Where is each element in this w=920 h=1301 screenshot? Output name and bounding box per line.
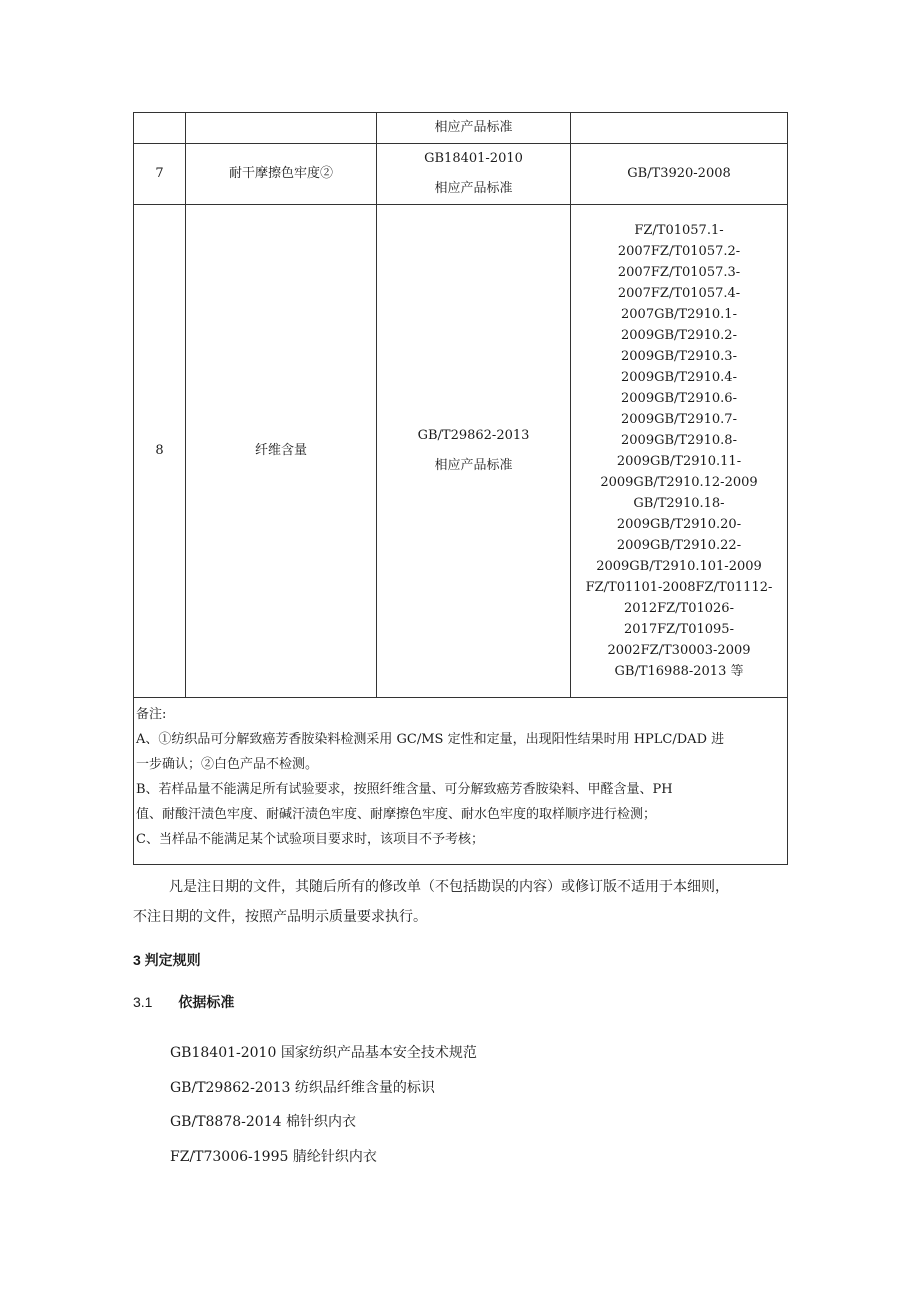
method-line: 2009GB/T2910.12-2009 <box>600 475 758 490</box>
row-number-cell <box>134 113 186 144</box>
note-line: 备注: <box>136 707 167 722</box>
method-line: 2009GB/T2910.22- <box>616 538 742 553</box>
method-line: 2007GB/T2910.1- <box>621 307 737 322</box>
standard-cell <box>377 144 571 205</box>
standards-table <box>133 112 788 865</box>
standard-line: 相应产品标准 <box>434 458 513 473</box>
method-line: 2009GB/T2910.11- <box>616 454 742 469</box>
method-line: 2009GB/T2910.20- <box>616 517 742 532</box>
paragraph-line: 不注日期的文件，按照产品明示质量要求执行。 <box>133 909 427 925</box>
reference-list <box>170 1038 477 1176</box>
method-cell <box>571 113 788 144</box>
section-heading <box>133 950 201 970</box>
subsection-title: 依据标准 <box>178 994 235 1010</box>
test-item-cell <box>186 113 377 144</box>
standard-line: 相应产品标准 <box>434 181 513 196</box>
method-line: 2007FZ/T01057.2- <box>617 244 741 259</box>
method-line: 2009GB/T2910.2- <box>621 328 737 343</box>
method-line: 2009GB/T2910.6- <box>621 391 737 406</box>
method-line: GB/T2910.18- <box>633 496 725 511</box>
subsection-number: 3.1 <box>133 994 153 1010</box>
note-line: A、①纺织品可分解致癌芳香胺染料检测采用 GC/MS 定性和定量，出现阳性结果时用 HPLC/DAD 进 <box>136 732 725 747</box>
row-number-cell: 7 <box>134 144 186 205</box>
test-item-cell: 耐干摩擦色牢度② <box>186 144 377 205</box>
method-line: 2009GB/T2910.3- <box>621 349 737 364</box>
standard-cell <box>377 205 571 698</box>
note-line: B、若样品量不能满足所有试验要求，按照纤维含量、可分解致癌芳香胺染料、甲醛含量、PH <box>136 782 673 797</box>
notes-row <box>134 698 788 865</box>
list-item: GB/T29862-2013 纺织品纤维含量的标识 <box>170 1079 435 1096</box>
method-line: 2009GB/T2910.7- <box>621 412 737 427</box>
method-line: 2009GB/T2910.101-2009 <box>596 559 762 574</box>
note-line: 一步确认；②白色产品不检测。 <box>136 757 319 772</box>
method-line: 2009GB/T2910.8- <box>621 433 737 448</box>
method-line: GB/T16988-2013 等 <box>614 664 744 679</box>
method-line: 2012FZ/T01026- <box>624 601 734 616</box>
method-line: 2002FZ/T30003-2009 <box>607 643 751 658</box>
method-line: FZ/T01101-2008FZ/T01112- <box>585 580 773 595</box>
standard-line: GB18401-2010 <box>424 151 523 166</box>
method-line: 2007FZ/T01057.4- <box>617 286 741 301</box>
notes-cell <box>134 698 788 865</box>
method-cell: GB/T3920-2008 <box>571 144 788 205</box>
note-line: C、当样品不能满足某个试验项目要求时，该项目不予考核； <box>136 832 484 847</box>
method-line: 2017FZ/T01095- <box>624 622 734 637</box>
method-line: 2009GB/T2910.4- <box>621 370 737 385</box>
standard-line: GB/T29862-2013 <box>417 428 530 443</box>
standard-cell <box>377 113 571 144</box>
method-cell <box>571 205 788 698</box>
body-paragraph <box>133 872 793 932</box>
list-item: GB/T8878-2014 棉针织内衣 <box>170 1114 356 1130</box>
standard-line: 相应产品标准 <box>434 120 513 135</box>
paragraph-line: 凡是注日期的文件，其随后所有的修改单（不包括勘误的内容）或修订版不适用于本细则， <box>169 879 729 895</box>
section-title: 3 判定规则 <box>133 952 201 968</box>
test-item-cell: 纤维含量 <box>186 205 377 698</box>
method-line: 2007FZ/T01057.3- <box>617 265 741 280</box>
subsection-heading <box>133 992 234 1012</box>
row-number-cell: 8 <box>134 205 186 698</box>
method-line: FZ/T01057.1- <box>634 223 724 238</box>
note-line: 值、耐酸汗渍色牢度、耐碱汗渍色牢度、耐摩擦色牢度、耐水色牢度的取样顺序进行检测； <box>136 807 657 822</box>
table-row <box>134 205 788 698</box>
list-item: GB18401-2010 国家纺织产品基本安全技术规范 <box>170 1045 477 1061</box>
list-item: FZ/T73006-1995 腈纶针织内衣 <box>170 1148 377 1165</box>
table-row <box>134 113 788 144</box>
table-row <box>134 144 788 205</box>
